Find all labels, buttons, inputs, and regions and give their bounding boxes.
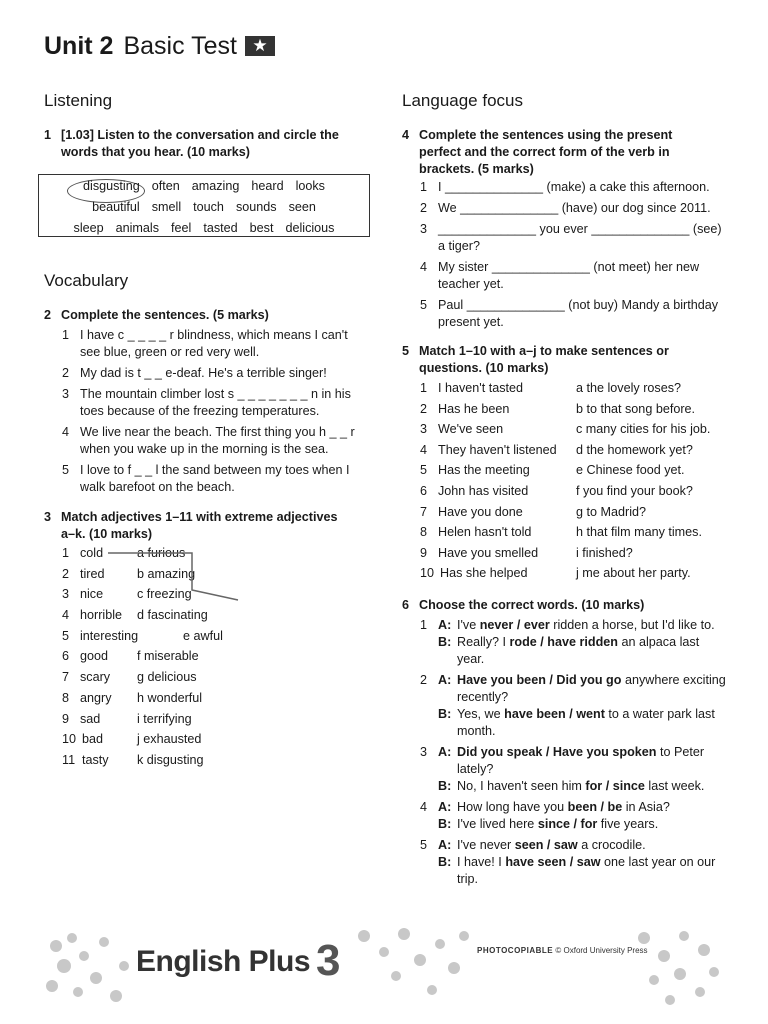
listening-heading: Listening [44, 91, 113, 110]
left-item: Has the meeting [438, 463, 530, 478]
answer-options: never / ever [479, 618, 550, 632]
word-option: best [249, 221, 274, 235]
line-text: to a water park last month. [457, 707, 715, 738]
line-text: anywhere exciting recently? [457, 673, 726, 704]
right-item: b amazing [137, 566, 196, 581]
answer-options: Have you been / Did you go [457, 673, 622, 687]
dialogue-item [402, 744, 726, 795]
task-text: Complete the sentences. (5 marks) [61, 308, 269, 322]
line-text: ridden a horse, but I'd like to. [549, 618, 715, 632]
word-option: feel [171, 221, 192, 235]
answer-options: for / since [585, 779, 645, 793]
task-number: 3 [44, 510, 52, 524]
left-item: tasty [82, 752, 109, 767]
task-6-items [402, 617, 726, 892]
speaker-label: B: [438, 779, 452, 793]
footer [44, 916, 724, 1008]
right-item: d fascinating [137, 608, 208, 623]
word-option: heard [251, 179, 284, 193]
left-item: Has he been [438, 401, 510, 416]
match-row [402, 565, 724, 586]
line-text: I've never [457, 838, 515, 852]
match-row [44, 628, 364, 649]
speaker-label: B: [438, 817, 452, 831]
level-number: 3 [316, 936, 341, 985]
list-item: 3 The mountain climber lost s _ _ _ _ _ _ _ n in his toes because of the freezing temperatures. [62, 387, 351, 418]
item-number: 3 [420, 745, 428, 759]
list-item: 4 My sister ______________ (not meet) her new teacher yet. [420, 260, 700, 291]
item-number: 7 [62, 670, 70, 685]
item-number: 11 [62, 752, 76, 767]
language-focus-heading: Language focus [402, 91, 523, 110]
line-text: an alpaca last year. [457, 635, 700, 666]
item-number: 8 [62, 690, 70, 705]
right-item: a furious [137, 546, 186, 560]
task-text: [1.03] Listen to the conversation and circle the words that you hear. (10 marks) [61, 128, 339, 159]
answer-options: have seen / saw [505, 855, 601, 869]
word-option: looks [295, 179, 325, 193]
dialogue-line [438, 854, 726, 888]
left-item: cold [80, 546, 104, 560]
line-text: How long have you [457, 800, 568, 814]
item-number: 5 [420, 838, 428, 852]
left-item: Helen hasn't told [438, 525, 532, 540]
word-option: seen [288, 200, 316, 214]
dialogue-line [438, 778, 726, 795]
right-item: h wonderful [137, 690, 203, 705]
photocopiable-label: PHOTOCOPIABLE [477, 946, 554, 955]
right-item: i finished? [576, 545, 633, 560]
english-plus-logo [136, 936, 340, 986]
right-item: e awful [183, 628, 223, 643]
word-option: sleep [73, 221, 104, 235]
word-row-3 [39, 220, 369, 237]
item-number: 5 [62, 628, 70, 643]
word-row-2 [39, 199, 369, 216]
word-option: delicious [285, 221, 335, 235]
line-text: five years. [597, 817, 659, 831]
left-item: bad [82, 732, 104, 747]
item-number: 6 [420, 483, 428, 498]
match-row [44, 669, 364, 690]
dialogue-item [402, 617, 726, 668]
item-number: 7 [420, 504, 428, 519]
match-row [402, 504, 724, 525]
match-row [402, 545, 724, 566]
word-row-1 [39, 178, 369, 195]
right-item: b to that song before. [576, 401, 696, 416]
task-3-instruction [44, 509, 354, 543]
match-row [44, 731, 364, 752]
item-number: 3 [62, 587, 70, 602]
item-number: 2 [420, 673, 428, 687]
item-number: 5 [420, 463, 428, 478]
speaker-label: B: [438, 707, 452, 721]
word-option: amazing [191, 179, 240, 193]
example-match-line [104, 548, 244, 608]
right-item: g delicious [137, 670, 197, 685]
match-row [44, 648, 364, 669]
item-number: 1 [62, 546, 70, 560]
right-item: h that film many times. [576, 525, 702, 540]
dialogue-item [402, 799, 726, 833]
dialogue-line [438, 617, 726, 634]
line-text: one last year on our trip. [457, 855, 716, 886]
test-label: Basic Test [123, 32, 237, 60]
line-text: I've lived here [457, 817, 538, 831]
right-item: a the lovely roses? [576, 381, 682, 395]
dialogue-line [438, 634, 726, 668]
left-item: Has she helped [440, 566, 528, 581]
item-number: 2 [420, 401, 428, 416]
list-item: 3 ______________ you ever ______________ (see) a tiger? [420, 222, 722, 253]
line-text: to Peter lately? [457, 745, 705, 776]
speaker-label: B: [438, 855, 452, 869]
match-row [44, 711, 364, 732]
right-item: j me about her party. [576, 566, 691, 581]
match-row [402, 462, 724, 483]
item-number: 9 [62, 711, 70, 726]
word-box [38, 174, 370, 237]
line-text: I have! I [457, 855, 506, 869]
left-item: I haven't tasted [438, 381, 524, 395]
match-row [402, 421, 724, 442]
task-number: 5 [402, 344, 410, 358]
unit-label: Unit 2 [44, 32, 114, 60]
photocopiable-notice [477, 946, 648, 955]
word-option: disgusting [83, 179, 140, 193]
word-option: often [151, 179, 180, 193]
dialogue-line [438, 837, 726, 854]
word-option: sounds [235, 200, 277, 214]
dialogue-line [438, 744, 726, 778]
match-row [44, 607, 364, 628]
list-item: 1 I ______________ (make) a cake this afternoon. [420, 180, 710, 194]
task-2-items [44, 327, 364, 500]
task-1-instruction [44, 127, 354, 161]
list-item: 2 We ______________ (have) our dog since 2011. [420, 201, 711, 215]
right-item: k disgusting [137, 752, 204, 767]
match-row [402, 380, 724, 401]
item-number: 10 [62, 732, 77, 747]
list-item: 5 Paul ______________ (not buy) Mandy a birthday present yet. [420, 298, 719, 329]
match-row [402, 401, 724, 422]
task-text: Match adjectives 1–11 with extreme adjectives a–k. (10 marks) [61, 510, 338, 541]
item-number: 4 [62, 608, 70, 623]
word-option: tasted [203, 221, 238, 235]
right-item: i terrifying [137, 711, 192, 726]
match-row [44, 752, 364, 773]
dialogue-item [402, 672, 726, 740]
word-option: beautiful [92, 200, 140, 214]
right-item: e Chinese food yet. [576, 463, 685, 478]
item-number: 8 [420, 525, 428, 540]
right-item: d the homework yet? [576, 442, 693, 457]
item-number: 2 [62, 566, 70, 581]
word-option: animals [115, 221, 160, 235]
item-number: 4 [420, 442, 428, 457]
right-item: c freezing [137, 587, 192, 602]
dialogue-line [438, 706, 726, 740]
answer-options: Did you speak / Have you spoken [457, 745, 657, 759]
speaker-label: A: [438, 618, 452, 632]
brand-text: English Plus [136, 945, 311, 978]
left-item: scary [80, 670, 111, 685]
vocabulary-heading: Vocabulary [44, 271, 129, 290]
speaker-label: A: [438, 673, 452, 687]
task-text: Match 1–10 with a–j to make sentences or questions. (10 marks) [419, 344, 669, 375]
left-item: angry [80, 690, 112, 705]
right-item: f miserable [137, 649, 199, 664]
match-row [402, 442, 724, 463]
task-4-items [402, 179, 724, 335]
task-2-instruction [44, 307, 364, 324]
line-text: in Asia? [622, 800, 670, 814]
list-item: 2 My dad is t _ _ e-deaf. He's a terrible singer! [62, 366, 327, 380]
task-number: 4 [402, 128, 410, 142]
page-title [44, 32, 275, 61]
task-number: 6 [402, 598, 410, 612]
speaker-label: A: [438, 745, 452, 759]
left-item: Have you done [438, 504, 523, 519]
item-number: 6 [62, 649, 70, 664]
item-number: 1 [420, 618, 428, 632]
star-icon: ★ [245, 36, 275, 56]
left-item: nice [80, 587, 104, 602]
speaker-label: A: [438, 838, 452, 852]
task-number: 2 [44, 308, 52, 322]
left-item: We've seen [438, 422, 504, 437]
answer-options: have been / went [504, 707, 605, 721]
left-item: horrible [80, 608, 122, 623]
task-text: Complete the sentences using the present perfect and the correct form of the verb in brackets. (5 marks) [419, 128, 673, 176]
right-item: j exhausted [137, 732, 202, 747]
speaker-label: B: [438, 635, 452, 649]
line-text: No, I haven't seen him [457, 779, 586, 793]
line-text: last week. [644, 779, 705, 793]
speaker-label: A: [438, 800, 452, 814]
left-item: They haven't listened [438, 442, 557, 457]
task-4-instruction [402, 127, 702, 178]
task-5-instruction [402, 343, 702, 377]
copyright-text: © Oxford University Press [555, 946, 648, 955]
task-number: 1 [44, 128, 52, 142]
list-item: 1 I have c _ _ _ _ r blindness, which means I can't see blue, green or red very well. [62, 328, 348, 359]
line-text: I've [457, 618, 480, 632]
word-option: touch [193, 200, 224, 214]
left-item: sad [80, 711, 101, 726]
left-item: John has visited [438, 483, 529, 498]
answer-options: seen / saw [514, 838, 578, 852]
line-text: a crocodile. [577, 838, 646, 852]
match-row [44, 690, 364, 711]
list-item: 4 We live near the beach. The first thing you h _ _ r when you wake up in the morning is the sea. [62, 425, 355, 456]
task-5-match-list [402, 380, 724, 586]
right-item: f you find your book? [576, 483, 693, 498]
dialogue-line [438, 816, 726, 833]
dialogue-item [402, 837, 726, 888]
match-row [402, 524, 724, 545]
dialogue-line [438, 672, 726, 706]
item-number: 9 [420, 545, 428, 560]
left-item: interesting [80, 628, 139, 643]
left-item: good [80, 649, 109, 664]
item-number: 4 [420, 800, 428, 814]
answer-options: rode / have ridden [509, 635, 618, 649]
task-6-instruction [402, 597, 702, 614]
line-text: Yes, we [457, 707, 505, 721]
item-number: 10 [420, 566, 435, 581]
list-item: 5 I love to f _ _ l the sand between my toes when I walk barefoot on the beach. [62, 463, 350, 494]
dialogue-line [438, 799, 726, 816]
left-item: Have you smelled [438, 545, 539, 560]
item-number: 3 [420, 422, 428, 437]
left-item: tired [80, 566, 105, 581]
task-text: Choose the correct words. (10 marks) [419, 598, 645, 612]
right-item: c many cities for his job. [576, 422, 711, 437]
item-number: 1 [420, 381, 428, 395]
match-row [402, 483, 724, 504]
answer-options: since / for [537, 817, 598, 831]
line-text: Really? I [457, 635, 510, 649]
right-item: g to Madrid? [576, 504, 647, 519]
answer-options: been / be [567, 800, 623, 814]
word-option: smell [151, 200, 182, 214]
